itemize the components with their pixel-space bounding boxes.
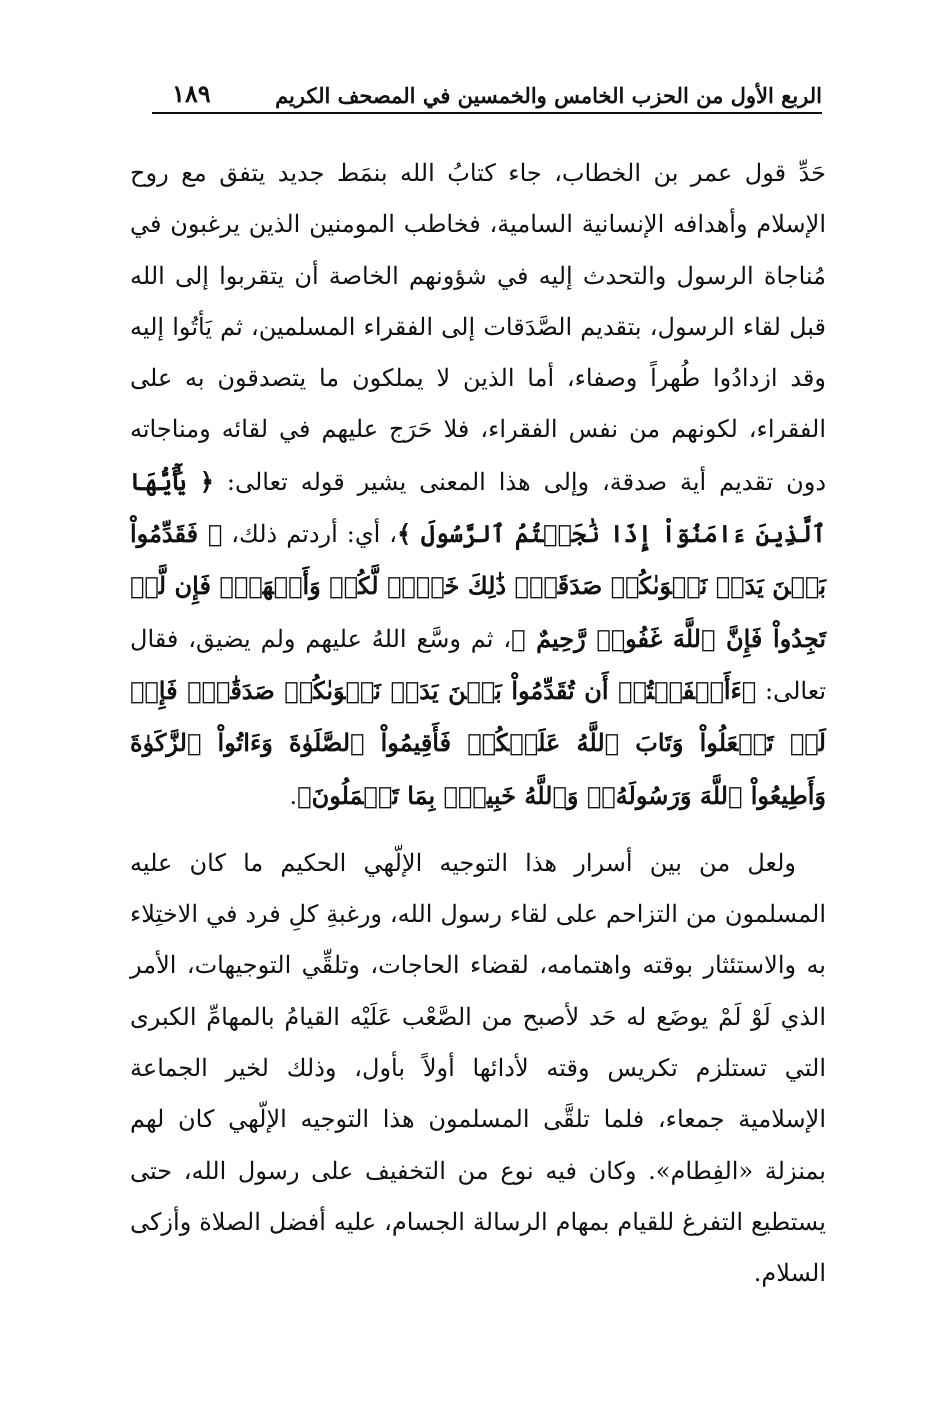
paragraph-2 xyxy=(130,838,826,1300)
quran-verse-segment: ﴿ فَقَدِّمُواْ بَيۡنَ يَدَيۡ نَجۡوَىٰكُمۡ صَدَقَةٗۚ ذَٰلِكَ خَيۡرٞ لَّكُمۡ وَأَطۡهَرُۚ فَإِن لَّمۡ تَجِدُواْ فَإِنَّ ٱللَّهَ غَفُورٞ رَّحِيمٌ ﴾ xyxy=(130,519,826,653)
page-number: ١٨٩ xyxy=(172,79,211,108)
text-segment: ، أي: أردتم ذلك، xyxy=(222,520,398,549)
running-header xyxy=(152,78,822,114)
text-segment: . xyxy=(289,781,298,810)
text-segment: ، ثم وسَّع اللهُ عليهم ولم يضيق، فقال تعالى: xyxy=(130,624,826,705)
text-segment: ولعل من بين أسرار هذا التوجيه الإلّهي الحكيم ما كان عليه المسلمون من التزاحم على لقاء رسول الله، ورغبةِ كلِ فرد في الاختِلاء به والاستئثار بوقته واهتمامه، لقضاء الحاجات، وتلقِّي التوجيهات، الأمر الذي لَوْ لَمْ يوضَع له حَد لأصبح من الصَّعْب عَلَيْه القيامُ بالمهامِّ الكبرى التي تستلزم تكريس وقته لأدائها أولاً بأول، وذلك لخير الجماعة الإسلامية جمعاء، فلما تلقَّى المسلمون هذا التوجيه الإلّهي كان لهم بمنزلة «الفِطام». وكان فيه نوع من التخفيف على رسول الله، حتى يستطيع التفرغ للقيام بمهام الرسالة الجسام، عليه أفضل الصلاة وأزكى السلام. xyxy=(130,848,826,1288)
quran-verse-segment: ﴿ءَأَشۡفَقۡتُمۡ أَن تُقَدِّمُواْ بَيۡنَ يَدَيۡ نَجۡوَىٰكُمۡ صَدَقَٰتٖۚ فَإِذۡ لَمۡ تَفۡعَلُواْ وَتَابَ ٱللَّهُ عَلَيۡكُمۡ فَأَقِيمُواْ ٱلصَّلَوٰةَ وَءَاتُواْ ٱلزَّكَوٰةَ وَأَطِيعُواْ ٱللَّهَ وَرَسُولَهُۥۚ وَٱللَّهُ خَبِيرُۢ بِمَا تَعۡمَلُونَ﴾ xyxy=(130,675,826,810)
running-header-title: الربع الأول من الحزب الخامس والخمسين في المصحف الكريم xyxy=(275,83,822,108)
paragraph-1 xyxy=(130,148,826,822)
text-segment: حَدِّ قول عمر بن الخطاب، جاء كتابُ الله بنمَط جديد يتفق مع روح الإسلام وأهدافه الإنسانية السامية، فخاطب المومنين الذين يرغبون في مُناجاة الرسول والتحدث إليه في شؤونهم الخاصة أن يتقربوا إلى الله قبل لقاء الرسول، بتقديم الصَّدَقات إلى الفقراء المسلمين، ثم يَأتُوا إليه وقد ازدادُوا طُهراً وصفاء، أما الذين لا يملكون ما يتصدقون به على الفقراء، لكونهم من نفس الفقراء، فلا حَرَج عليهم في لقائه ومناجاته دون تقديم أية صدقة، وإلى هذا المعنى يشير قوله تعالى: xyxy=(130,159,827,496)
body-text xyxy=(130,148,826,1300)
quran-verse-segment: ﴿ يَٰٓأَيُّهَا ٱلَّذِينَ ءَامَنُوٓاْ إِذَا نَٰجَيۡتُمُ ٱلرَّسُولَ ﴾ xyxy=(130,466,826,549)
